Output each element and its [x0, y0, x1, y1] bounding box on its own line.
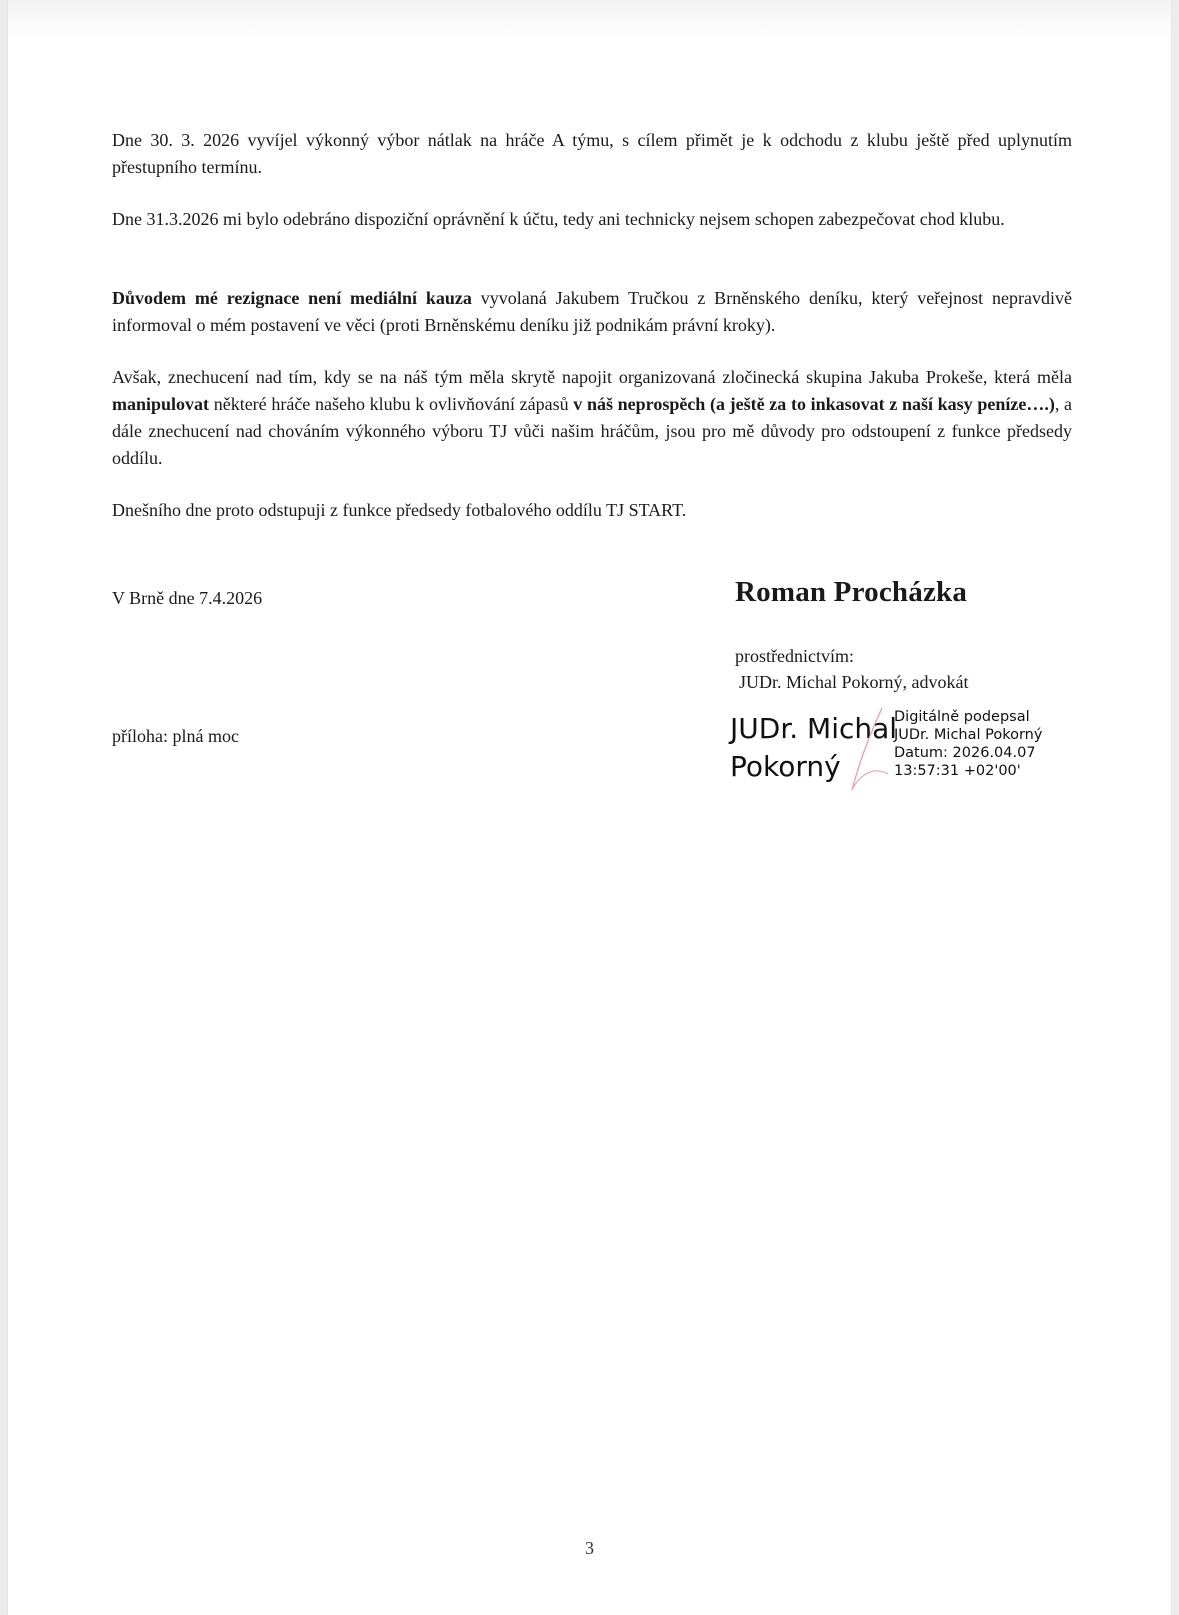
paragraph-text: Avšak, znechucení nad tím, kdy se na náš tým měla skrytě napojit organizovaná zločinecká skupina Jakuba Prokeše, která měla	[112, 367, 1072, 387]
bold-lead: Důvodem mé rezignace není mediální kauza	[112, 288, 472, 308]
paragraph-text: , a dále znechucení nad chováním výkonného výboru TJ vůči našim hráčům, jsou pro mě důvody pro odstoupení z funkce předsedy oddílu.	[112, 394, 1073, 468]
paragraph-resignation: Dnešního dne proto odstupuji z funkce předsedy fotbalového oddílu TJ START.	[112, 500, 687, 520]
signature-details: Digitálně podepsal JUDr. Michal Pokorný Datum: 2026.04.07 13:57:31 +02'00'	[894, 709, 1043, 779]
paragraph-pressure: Dne 30. 3. 2026 vyvíjel výkonný výbor nátlak na hráče A týmu, s cílem přimět je k odchodu z klubu ještě před uplynutím přestupního termínu.	[112, 130, 1072, 177]
signature-stroke	[852, 771, 888, 790]
page-number: 3	[585, 1538, 594, 1558]
document-page	[8, 0, 1171, 1615]
paragraph-text: některé hráče našeho klubu k ovlivňování zápasů	[209, 394, 574, 414]
lawyer-name: JUDr. Michal Pokorný, advokát	[739, 672, 969, 692]
bold-text: manipulovat	[112, 394, 210, 414]
page-top-shadow	[8, 0, 1171, 40]
signer-name: Roman Procházka	[735, 576, 968, 608]
signature-name: JUDr. Michal Pokorný	[730, 712, 898, 783]
via-label: prostřednictvím:	[735, 646, 854, 666]
paragraph-reasons	[112, 364, 1072, 472]
signature-stroke	[852, 708, 882, 790]
digital-signature	[730, 704, 1070, 794]
paragraph-media-case	[112, 285, 1072, 339]
signature-stroke-icon	[830, 704, 900, 794]
place-and-date: V Brně dne 7.4.2026	[112, 588, 263, 608]
attachment-note: příloha: plná moc	[112, 726, 239, 746]
bold-text: v náš neprospěch (a ještě za to inkasovat z naší kasy peníze….)	[573, 394, 1055, 414]
paragraph-account-access: Dne 31.3.2026 mi bylo odebráno dispoziční oprávnění k účtu, tedy ani technicky nejsem schopen zabezpečovat chod klubu.	[112, 209, 1005, 229]
paragraph-text: vyvolaná Jakubem Tručkou z Brněnského deníku, který veřejnost nepravdivě informoval o mém postavení ve věci (proti Brněnskému deníku již podnikám právní kroky).	[112, 288, 1073, 335]
